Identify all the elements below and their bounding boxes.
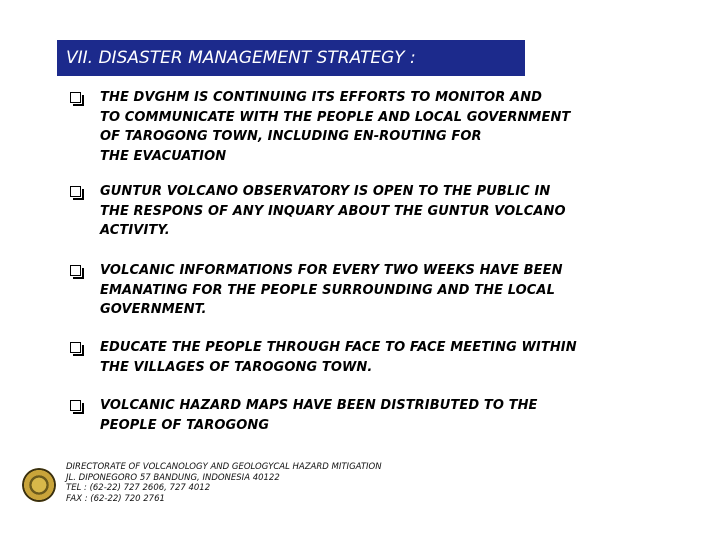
title-bar: [57, 40, 525, 76]
bullet-item-2: [70, 182, 670, 241]
bullet-item-1: [70, 88, 670, 166]
agency-seal-icon: [22, 468, 56, 502]
bullet-text: [100, 396, 670, 435]
bullet-text: [100, 261, 670, 320]
bullet-item-4: [70, 338, 670, 377]
bullet-line: EMANATING FOR THE PEOPLE SURROUNDING AND THE LOCAL: [100, 282, 555, 298]
bullet-item-5: [70, 396, 670, 435]
bullet-line: OF TAROGONG TOWN, INCLUDING EN-ROUTING FOR: [100, 129, 482, 144]
bullet-text: [100, 88, 670, 166]
bullet-line: GUNTUR VOLCANO OBSERVATORY IS OPEN TO THE PUBLIC IN: [100, 184, 551, 199]
bullet-line: TO COMMUNICATE WITH THE PEOPLE AND LOCAL GOVERNMENT: [100, 109, 571, 125]
bullet-text: [100, 338, 670, 377]
bullet-line: GOVERNMENT.: [100, 302, 207, 317]
checkbox-bullet-icon: [70, 92, 81, 103]
footer-line: JL. DIPONEGORO 57 BANDUNG, INDONESIA 40122: [66, 472, 280, 483]
bullet-line: EDUCATE THE PEOPLE THROUGH FACE TO FACE MEETING WITHIN: [100, 340, 577, 355]
bullet-text: [100, 182, 670, 241]
checkbox-bullet-icon: [70, 342, 81, 353]
bullet-line: PEOPLE OF TAROGONG: [100, 417, 270, 433]
checkbox-bullet-icon: [70, 186, 81, 197]
bullet-item-3: [70, 261, 670, 320]
footer-line: FAX : (62-22) 720 2761: [66, 493, 165, 504]
bullet-line: VOLCANIC INFORMATIONS FOR EVERY TWO WEEKS HAVE BEEN: [100, 263, 563, 278]
bullet-line: ACTIVITY.: [100, 223, 170, 238]
page-title: VII. DISASTER MANAGEMENT STRATEGY :: [66, 48, 416, 68]
footer-line: TEL : (62-22) 727 2606, 727 4012: [66, 483, 211, 493]
bullet-line: VOLCANIC HAZARD MAPS HAVE BEEN DISTRIBUTED TO THE: [100, 398, 538, 413]
footer: [22, 462, 382, 504]
bullet-line: THE VILLAGES OF TAROGONG TOWN.: [100, 359, 373, 375]
footer-address: [66, 462, 382, 504]
footer-line: DIRECTORATE OF VOLCANOLOGY AND GEOLOGYCAL HAZARD MITIGATION: [66, 462, 382, 472]
checkbox-bullet-icon: [70, 265, 81, 276]
bullet-line: THE DVGHM IS CONTINUING ITS EFFORTS TO MONITOR AND: [100, 90, 543, 105]
bullet-line: THE EVACUATION: [100, 148, 227, 164]
bullet-line: THE RESPONS OF ANY INQUARY ABOUT THE GUNTUR VOLCANO: [100, 203, 566, 219]
checkbox-bullet-icon: [70, 400, 81, 411]
